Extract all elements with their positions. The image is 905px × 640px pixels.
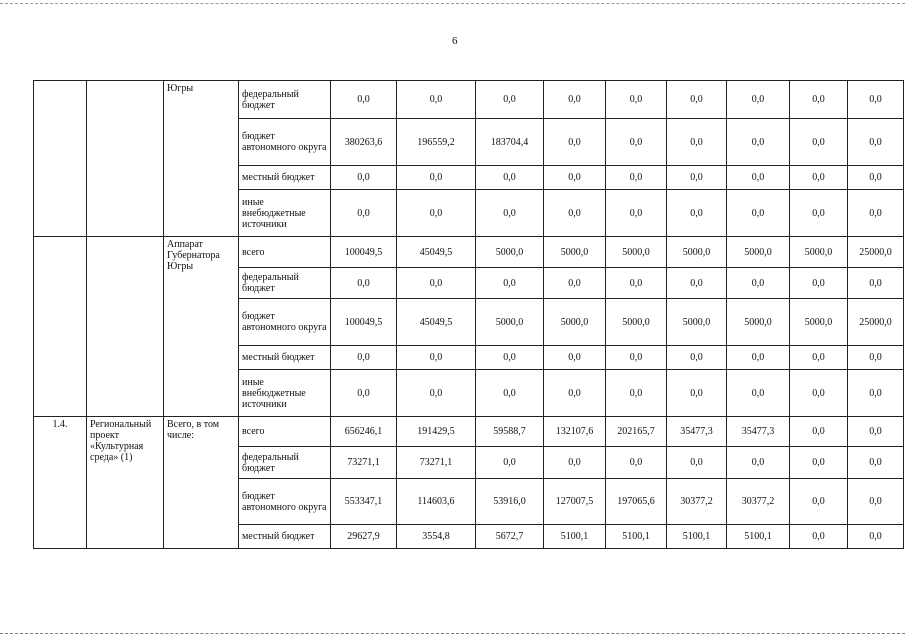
amount-cell: 0,0 — [667, 119, 727, 166]
amount-cell: 0,0 — [790, 525, 848, 549]
amount-cell: 0,0 — [667, 190, 727, 237]
amount-cell: 5000,0 — [790, 299, 848, 346]
amount-cell: 0,0 — [331, 190, 397, 237]
amount-cell: 5100,1 — [606, 525, 667, 549]
amount-cell: 0,0 — [727, 370, 790, 417]
amount-cell: 0,0 — [848, 417, 904, 447]
amount-cell: 191429,5 — [397, 417, 476, 447]
amount-cell: 0,0 — [476, 190, 544, 237]
amount-cell: 5000,0 — [727, 299, 790, 346]
funding-source-cell: местный бюджет — [239, 166, 331, 190]
project-name-cell — [87, 237, 164, 417]
amount-cell: 0,0 — [476, 268, 544, 299]
amount-cell: 0,0 — [397, 81, 476, 119]
amount-cell: 35477,3 — [667, 417, 727, 447]
project-name-cell — [87, 81, 164, 237]
funding-source-cell: всего — [239, 237, 331, 268]
funding-source-cell: местный бюджет — [239, 525, 331, 549]
amount-cell: 132107,6 — [544, 417, 606, 447]
amount-cell: 5672,7 — [476, 525, 544, 549]
table-row — [34, 417, 904, 447]
amount-cell: 0,0 — [544, 268, 606, 299]
amount-cell: 5000,0 — [476, 299, 544, 346]
amount-cell: 5100,1 — [727, 525, 790, 549]
amount-cell: 197065,6 — [606, 479, 667, 525]
amount-cell: 0,0 — [790, 370, 848, 417]
amount-cell: 0,0 — [848, 166, 904, 190]
funding-source-cell: федеральный бюджет — [239, 447, 331, 479]
amount-cell: 0,0 — [606, 81, 667, 119]
amount-cell: 5000,0 — [606, 237, 667, 268]
amount-cell: 0,0 — [848, 346, 904, 370]
amount-cell: 656246,1 — [331, 417, 397, 447]
amount-cell: 0,0 — [848, 479, 904, 525]
funding-source-cell: бюджет автономного округа — [239, 479, 331, 525]
amount-cell: 0,0 — [667, 166, 727, 190]
amount-cell: 0,0 — [727, 190, 790, 237]
bottom-scan-edge — [0, 633, 905, 634]
funding-source-cell: федеральный бюджет — [239, 268, 331, 299]
amount-cell: 0,0 — [848, 190, 904, 237]
amount-cell: 5000,0 — [476, 237, 544, 268]
row-number-cell — [34, 237, 87, 417]
amount-cell: 196559,2 — [397, 119, 476, 166]
amount-cell: 553347,1 — [331, 479, 397, 525]
amount-cell: 0,0 — [790, 447, 848, 479]
executor-cell: Аппарат Губернатора Югры — [164, 237, 239, 417]
amount-cell: 0,0 — [606, 119, 667, 166]
budget-table — [33, 80, 904, 549]
amount-cell: 30377,2 — [727, 479, 790, 525]
amount-cell: 0,0 — [331, 346, 397, 370]
amount-cell: 0,0 — [727, 81, 790, 119]
amount-cell: 0,0 — [476, 370, 544, 417]
amount-cell: 0,0 — [790, 417, 848, 447]
page-number: 6 — [452, 35, 458, 47]
amount-cell: 202165,7 — [606, 417, 667, 447]
amount-cell: 5100,1 — [667, 525, 727, 549]
funding-source-cell: бюджет автономного округа — [239, 299, 331, 346]
amount-cell: 3554,8 — [397, 525, 476, 549]
amount-cell: 0,0 — [727, 166, 790, 190]
amount-cell: 0,0 — [606, 370, 667, 417]
amount-cell: 45049,5 — [397, 299, 476, 346]
amount-cell: 0,0 — [331, 370, 397, 417]
amount-cell: 0,0 — [667, 447, 727, 479]
amount-cell: 73271,1 — [331, 447, 397, 479]
amount-cell: 0,0 — [790, 190, 848, 237]
amount-cell: 0,0 — [544, 166, 606, 190]
amount-cell: 53916,0 — [476, 479, 544, 525]
executor-cell: Всего, в том числе: — [164, 417, 239, 549]
amount-cell: 0,0 — [397, 166, 476, 190]
amount-cell: 0,0 — [790, 346, 848, 370]
amount-cell: 25000,0 — [848, 237, 904, 268]
amount-cell: 127007,5 — [544, 479, 606, 525]
amount-cell: 5000,0 — [790, 237, 848, 268]
amount-cell: 0,0 — [790, 119, 848, 166]
amount-cell: 0,0 — [790, 479, 848, 525]
amount-cell: 0,0 — [544, 81, 606, 119]
amount-cell: 35477,3 — [727, 417, 790, 447]
amount-cell: 0,0 — [790, 268, 848, 299]
amount-cell: 0,0 — [397, 190, 476, 237]
row-number-cell: 1.4. — [34, 417, 87, 549]
amount-cell: 59588,7 — [476, 417, 544, 447]
amount-cell: 114603,6 — [397, 479, 476, 525]
amount-cell: 0,0 — [848, 370, 904, 417]
funding-source-cell: федеральный бюджет — [239, 81, 331, 119]
amount-cell: 5000,0 — [544, 237, 606, 268]
amount-cell: 0,0 — [790, 166, 848, 190]
amount-cell: 100049,5 — [331, 299, 397, 346]
amount-cell: 0,0 — [848, 447, 904, 479]
amount-cell: 5000,0 — [727, 237, 790, 268]
amount-cell: 0,0 — [331, 268, 397, 299]
amount-cell: 0,0 — [848, 268, 904, 299]
amount-cell: 0,0 — [848, 525, 904, 549]
amount-cell: 0,0 — [397, 346, 476, 370]
amount-cell: 183704,4 — [476, 119, 544, 166]
amount-cell: 5000,0 — [606, 299, 667, 346]
funding-source-cell: местный бюджет — [239, 346, 331, 370]
funding-source-cell: бюджет автономного округа — [239, 119, 331, 166]
amount-cell: 0,0 — [544, 370, 606, 417]
amount-cell: 0,0 — [727, 119, 790, 166]
amount-cell: 0,0 — [848, 81, 904, 119]
amount-cell: 0,0 — [667, 268, 727, 299]
amount-cell: 0,0 — [727, 346, 790, 370]
amount-cell: 30377,2 — [667, 479, 727, 525]
amount-cell: 0,0 — [544, 447, 606, 479]
amount-cell: 0,0 — [606, 166, 667, 190]
amount-cell: 0,0 — [397, 370, 476, 417]
amount-cell: 100049,5 — [331, 237, 397, 268]
amount-cell: 0,0 — [848, 119, 904, 166]
amount-cell: 0,0 — [606, 268, 667, 299]
amount-cell: 73271,1 — [397, 447, 476, 479]
amount-cell: 380263,6 — [331, 119, 397, 166]
amount-cell: 0,0 — [606, 346, 667, 370]
amount-cell: 0,0 — [667, 346, 727, 370]
amount-cell: 5000,0 — [667, 237, 727, 268]
amount-cell: 5100,1 — [544, 525, 606, 549]
funding-source-cell: иные внебюджетные источники — [239, 370, 331, 417]
amount-cell: 5000,0 — [667, 299, 727, 346]
executor-cell: Югры — [164, 81, 239, 237]
amount-cell: 0,0 — [476, 447, 544, 479]
amount-cell: 0,0 — [606, 190, 667, 237]
amount-cell: 0,0 — [544, 346, 606, 370]
amount-cell: 0,0 — [331, 166, 397, 190]
amount-cell: 0,0 — [544, 190, 606, 237]
amount-cell: 0,0 — [606, 447, 667, 479]
top-scan-edge — [0, 3, 905, 4]
amount-cell: 0,0 — [476, 346, 544, 370]
funding-source-cell: иные внебюджетные источники — [239, 190, 331, 237]
amount-cell: 0,0 — [544, 119, 606, 166]
amount-cell: 0,0 — [727, 447, 790, 479]
table-row — [34, 237, 904, 268]
amount-cell: 0,0 — [476, 166, 544, 190]
project-name-cell: Региональный проект «Культурная среда» (1) — [87, 417, 164, 549]
funding-source-cell: всего — [239, 417, 331, 447]
amount-cell: 45049,5 — [397, 237, 476, 268]
amount-cell: 0,0 — [397, 268, 476, 299]
amount-cell: 5000,0 — [544, 299, 606, 346]
amount-cell: 0,0 — [667, 370, 727, 417]
amount-cell: 0,0 — [727, 268, 790, 299]
row-number-cell — [34, 81, 87, 237]
amount-cell: 0,0 — [667, 81, 727, 119]
amount-cell: 0,0 — [476, 81, 544, 119]
amount-cell: 29627,9 — [331, 525, 397, 549]
amount-cell: 25000,0 — [848, 299, 904, 346]
table-row — [34, 81, 904, 119]
amount-cell: 0,0 — [790, 81, 848, 119]
amount-cell: 0,0 — [331, 81, 397, 119]
